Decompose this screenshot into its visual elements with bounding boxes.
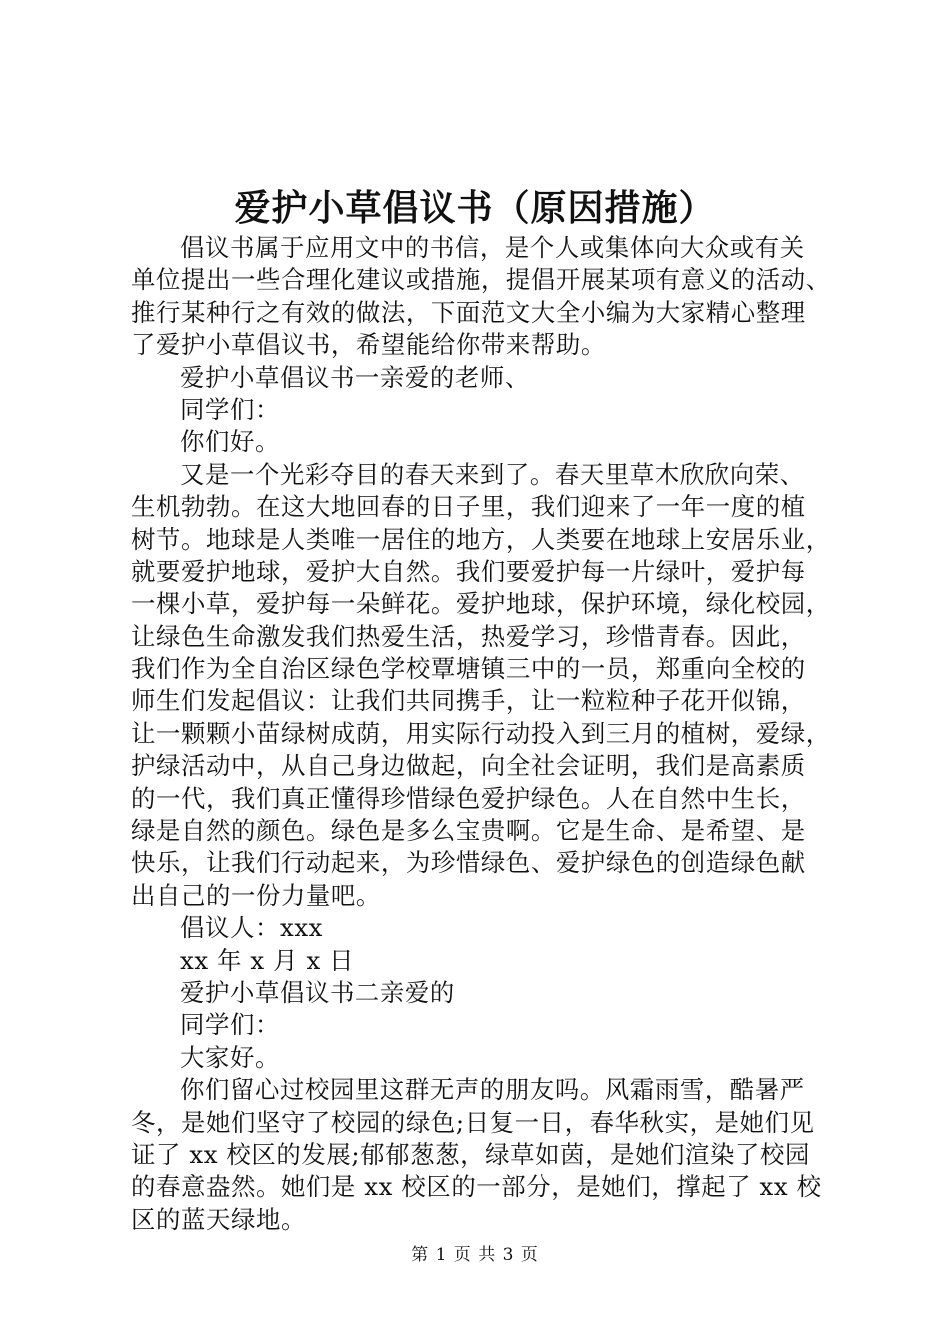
text-line: 绿是自然的颜色。绿色是多么宝贵啊。它是生命、是希望、是 — [131, 816, 806, 846]
text-line: xx 年 x 月 x 日 — [180, 945, 355, 975]
text-line: 倡议书属于应用文中的书信，是个人或集体向大众或有关 — [180, 233, 805, 262]
text-line: 树节。地球是人类唯一居住的地方，人类要在地球上安居乐业， — [131, 524, 831, 554]
text-line: 单位提出一些合理化建议或措施，提倡开展某项有意义的活动、 — [131, 265, 831, 295]
text-line: 让一颗颗小苗绿树成荫，用实际行动投入到三月的植树，爱绿， — [131, 718, 831, 748]
document-title: 爱护小草倡议书（原因措施） — [234, 187, 716, 229]
text-line: 护绿活动中，从自己身边做起，向全社会证明，我们是高素质 — [131, 751, 806, 781]
text-line: 区的蓝天绿地。 — [131, 1204, 306, 1234]
text-line: 又是一个光彩夺目的春天来到了。春天里草木欣欣向荣、 — [180, 459, 805, 489]
text-line: 的春意盎然。她们是 xx 校区的一部分，是她们，撑起了 xx 校 — [131, 1172, 822, 1202]
text-line: 你们留心过校园里这群无声的朋友吗。风霜雨雪，酷暑严 — [180, 1075, 805, 1105]
text-line: 师生们发起倡议：让我们共同携手，让一粒粒种子花开似锦， — [131, 686, 806, 716]
text-line: 冬，是她们坚守了校园的绿色;日复一日，春华秋实，是她们见 — [131, 1107, 815, 1137]
text-line: 爱护小草倡议书二亲爱的 — [180, 977, 455, 1007]
text-line: 你们好。 — [180, 427, 280, 457]
text-line: 一棵小草，爱护每一朵鲜花。爱护地球，保护环境，绿化校园， — [131, 589, 831, 619]
text-line: 证了 xx 校区的发展;郁郁葱葱，绿草如茵，是她们渲染了校园 — [131, 1139, 811, 1169]
text-line: 倡议人：xxx — [180, 913, 324, 943]
text-line: 爱护小草倡议书一亲爱的老师、 — [180, 362, 530, 392]
text-line: 推行某种行之有效的做法，下面范文大全小编为大家精心整理 — [131, 297, 806, 327]
page-footer: 第 1 页 共 3 页 — [411, 1245, 539, 1265]
text-line: 同学们： — [180, 1010, 280, 1040]
text-line: 的一代，我们真正懂得珍惜绿色爱护绿色。人在自然中生长， — [131, 783, 806, 813]
text-line: 我们作为全自治区绿色学校覃塘镇三中的一员，郑重向全校的 — [131, 654, 806, 684]
text-line: 快乐，让我们行动起来，为珍惜绿色、爱护绿色的创造绿色献 — [131, 848, 806, 878]
text-line: 让绿色生命激发我们热爱生活，热爱学习，珍惜青春。因此， — [131, 621, 806, 651]
document-body — [131, 232, 833, 1236]
text-line: 同学们： — [180, 394, 280, 424]
text-line: 大家好。 — [180, 1042, 280, 1072]
text-line: 就要爱护地球，爱护大自然。我们要爱护每一片绿叶，爱护每 — [131, 556, 806, 586]
text-line: 出自己的一份力量吧。 — [131, 880, 381, 910]
text-line: 了爱护小草倡议书，希望能给你带来帮助。 — [131, 330, 606, 360]
text-line: 生机勃勃。在这大地回春的日子里，我们迎来了一年一度的植 — [131, 492, 806, 522]
